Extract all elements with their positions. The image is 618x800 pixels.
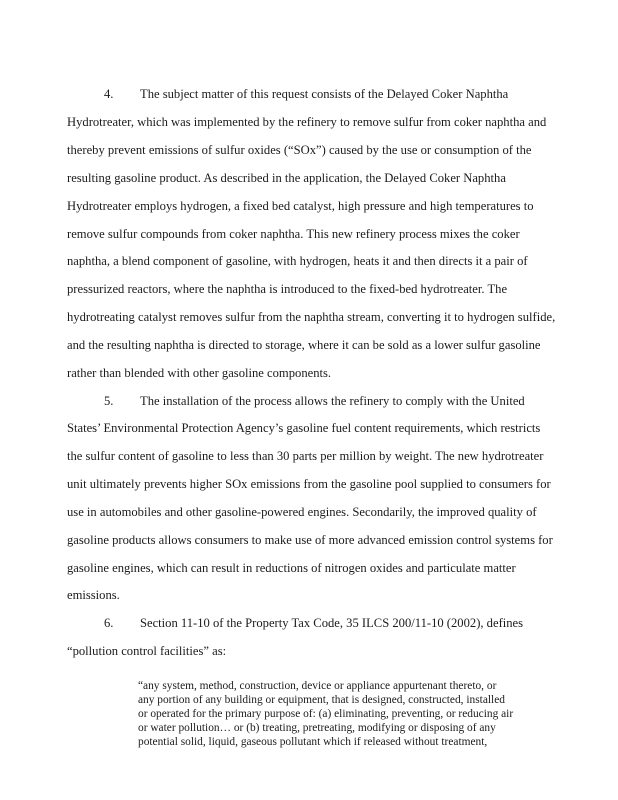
paragraph-4-line: and the resulting naphtha is directed to storage, where it can be sold as a lower sulfur gasoline <box>67 338 541 352</box>
paragraph-4-line-1: The subject matter of this request consists of the Delayed Coker Naphtha <box>140 87 509 101</box>
paragraph-4-line: Hydrotreater employs hydrogen, a fixed bed catalyst, high pressure and high temperatures to <box>67 199 534 213</box>
block-quote-line: potential solid, liquid, gaseous pollutant which if released without treatment, <box>138 736 488 748</box>
block-quote-line: “any system, method, construction, device or appliance appurtenant thereto, or <box>138 680 497 692</box>
paragraph-5-line-1: The installation of the process allows the refinery to comply with the United <box>140 394 525 408</box>
paragraph-5-line: gasoline products allows consumers to make use of more advanced emission control systems for <box>67 533 553 547</box>
paragraph-5-line: unit ultimately prevents higher SOx emissions from the gasoline pool supplied to consumers for <box>67 477 551 491</box>
paragraph-6-line: “pollution control facilities” as: <box>67 644 227 658</box>
paragraph-4-line: remove sulfur compounds from coker naphtha. This new refinery process mixes the coker <box>67 227 520 241</box>
paragraph-5-line: gasoline engines, which can result in reductions of nitrogen oxides and particulate matter <box>67 561 516 575</box>
paragraph-4-line: resulting gasoline product. As described in the application, the Delayed Coker Naphtha <box>67 171 506 185</box>
paragraph-4-number: 4. <box>104 87 114 101</box>
paragraph-4-line: hydrotreating catalyst removes sulfur from the naphtha stream, converting it to hydrogen sulfide, <box>67 310 556 324</box>
paragraph-5-number: 5. <box>104 394 114 408</box>
paragraph-6-line-1: Section 11-10 of the Property Tax Code, 35 ILCS 200/11-10 (2002), defines <box>140 616 524 630</box>
paragraph-5-line: emissions. <box>67 588 120 602</box>
paragraph-5-line: the sulfur content of gasoline to less than 30 parts per million by weight. The new hydrotreater <box>67 449 544 463</box>
block-quote-line: or operated for the primary purpose of: (a) eliminating, preventing, or reducing air <box>138 708 514 720</box>
paragraph-4-line: naphtha, a blend component of gasoline, with hydrogen, heats it and then directs it a pair of <box>67 254 528 268</box>
paragraph-5-line: use in automobiles and other gasoline-powered engines. Secondarily, the improved quality of <box>67 505 537 519</box>
paragraph-4-line: rather than blended with other gasoline components. <box>67 366 332 380</box>
block-quote-line: or water pollution… or (b) treating, pretreating, modifying or disposing of any <box>138 722 496 734</box>
paragraph-4-line: thereby prevent emissions of sulfur oxides (“SOx”) caused by the use or consumption of the <box>67 143 532 157</box>
paragraph-6-number: 6. <box>104 616 114 630</box>
paragraph-4-line: Hydrotreater, which was implemented by the refinery to remove sulfur from coker naphtha and <box>67 115 547 129</box>
paragraph-5-line: States’ Environmental Protection Agency’s gasoline fuel content requirements, which restricts <box>67 421 541 435</box>
block-quote-line: any portion of any building or equipment, that is designed, constructed, installed <box>138 694 505 706</box>
paragraph-4-line: pressurized reactors, where the naphtha is introduced to the fixed-bed hydrotreater. The <box>67 282 508 296</box>
